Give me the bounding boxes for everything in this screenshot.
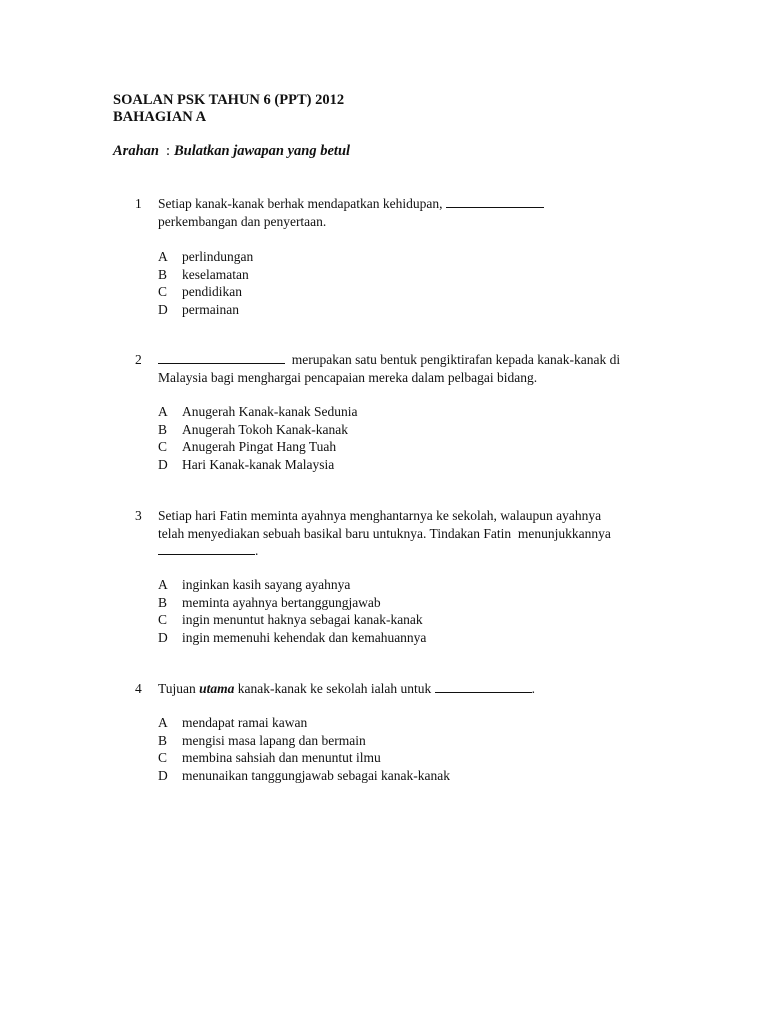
- instruction-label: Arahan: [113, 143, 159, 159]
- question-text-line: .: [531, 681, 535, 696]
- option-text: permainan: [182, 301, 239, 317]
- question-text-line: Setiap kanak-kanak berhak mendapatkan kehidupan,: [158, 196, 446, 211]
- answer-blank: [435, 680, 532, 693]
- question-number: 4: [135, 681, 142, 696]
- question-text-line: telah menyediakan sebuah basikal baru untuknya. Tindakan Fatin menunjukkannya: [158, 525, 611, 541]
- option-letter: D: [158, 301, 168, 317]
- option-text: membina sahsiah dan menuntut ilmu: [182, 750, 381, 765]
- option-letter: D: [158, 629, 168, 645]
- option-c[interactable]: [158, 611, 426, 629]
- option-letter: C: [158, 612, 168, 627]
- question-text: [158, 680, 668, 698]
- option-text: Hari Kanak-kanak Malaysia: [182, 456, 335, 472]
- option-c[interactable]: [158, 749, 450, 767]
- option-list: [158, 576, 426, 646]
- option-text: ingin memenuhi kehendak dan kemahuannya: [182, 629, 427, 645]
- section-heading: BAHAGIAN A: [113, 109, 207, 125]
- answer-blank: [158, 542, 255, 555]
- option-text: ingin menuntut haknya sebagai kanak-kanak: [182, 612, 423, 627]
- option-text: perlindungan: [182, 249, 254, 264]
- option-text: inginkan kasih sayang ayahnya: [182, 577, 351, 592]
- option-d[interactable]: [158, 767, 450, 785]
- instruction: [113, 142, 350, 160]
- question-text-line: Tujuan: [158, 681, 200, 696]
- question-number: 2: [135, 352, 142, 367]
- option-a[interactable]: [158, 403, 357, 421]
- option-b[interactable]: [158, 732, 450, 750]
- option-letter: B: [158, 266, 168, 282]
- answer-blank: [446, 195, 544, 208]
- option-letter: A: [158, 249, 168, 264]
- question-number: 3: [135, 508, 142, 523]
- option-text: menunaikan tanggungjawab sebagai kanak-kanak: [182, 767, 451, 783]
- option-letter: B: [158, 594, 168, 610]
- option-text: keselamatan: [182, 266, 249, 282]
- option-letter: A: [158, 404, 168, 419]
- option-a[interactable]: [158, 576, 426, 594]
- document-title: SOALAN PSK TAHUN 6 (PPT) 2012: [113, 92, 345, 108]
- option-letter: C: [158, 750, 168, 765]
- option-letter: C: [158, 439, 168, 454]
- option-d[interactable]: [158, 629, 426, 647]
- option-list: [158, 248, 253, 318]
- option-list: [158, 403, 357, 473]
- question-text-line: Malaysia bagi menghargai pencapaian mereka dalam pelbagai bidang.: [158, 369, 538, 385]
- instruction-text: Bulatkan jawapan yang betul: [173, 143, 351, 159]
- option-d[interactable]: [158, 456, 357, 474]
- question-text: [158, 507, 668, 560]
- option-a[interactable]: [158, 714, 450, 732]
- option-text: mendapat ramai kawan: [182, 715, 308, 730]
- option-b[interactable]: [158, 421, 357, 439]
- option-text: Anugerah Kanak-kanak Sedunia: [182, 404, 358, 419]
- option-c[interactable]: [158, 283, 253, 301]
- instruction-separator: :: [165, 143, 170, 159]
- question-text-line: merupakan satu bentuk pengiktirafan kepada kanak-kanak di: [285, 352, 621, 367]
- option-text: mengisi masa lapang dan bermain: [182, 732, 366, 748]
- option-letter: D: [158, 767, 168, 783]
- question-number: 1: [135, 196, 142, 211]
- option-letter: C: [158, 284, 168, 299]
- question-text-line: Setiap hari Fatin meminta ayahnya menghantarnya ke sekolah, walaupun ayahnya: [158, 508, 602, 523]
- option-letter: D: [158, 456, 168, 472]
- option-letter: B: [158, 421, 168, 437]
- option-text: pendidikan: [182, 284, 242, 299]
- option-b[interactable]: [158, 594, 426, 612]
- option-a[interactable]: [158, 248, 253, 266]
- option-text: meminta ayahnya bertanggungjawab: [182, 594, 381, 610]
- option-b[interactable]: [158, 266, 253, 284]
- question-text: [158, 351, 668, 386]
- option-letter: A: [158, 577, 168, 592]
- question-text-line: perkembangan dan penyertaan.: [158, 213, 327, 229]
- option-text: Anugerah Tokoh Kanak-kanak: [182, 421, 349, 437]
- option-letter: B: [158, 732, 168, 748]
- option-letter: A: [158, 715, 168, 730]
- question-text-line: kanak-kanak ke sekolah ialah untuk: [234, 681, 435, 696]
- option-d[interactable]: [158, 301, 253, 319]
- question-text: [158, 195, 668, 230]
- option-c[interactable]: [158, 438, 357, 456]
- answer-blank: [158, 351, 285, 364]
- option-list: [158, 714, 450, 784]
- emphasis-word: utama: [199, 681, 235, 696]
- option-text: Anugerah Pingat Hang Tuah: [182, 439, 337, 454]
- question-text-line: .: [255, 543, 259, 558]
